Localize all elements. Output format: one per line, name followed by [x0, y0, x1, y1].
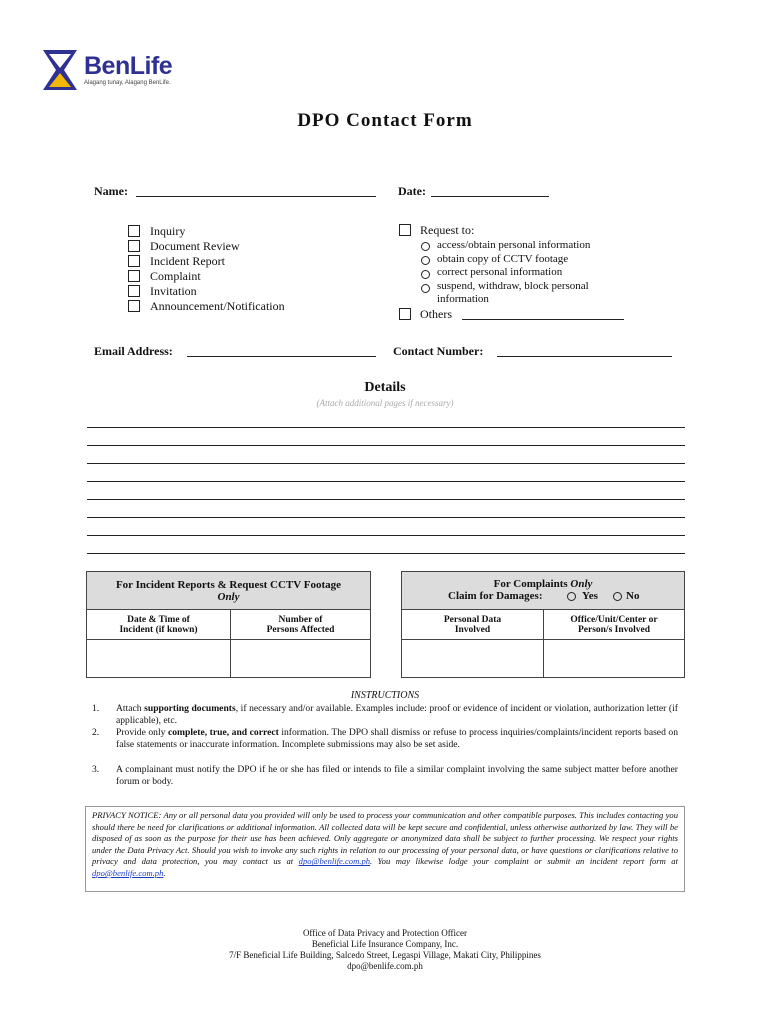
instruction-2: Provide only complete, true, and correct information. The DPO shall dismiss or refuse to process inquiries/complaints/incident reports based on false statements or inaccurate information. Incomplete submissions may also be set aside.: [116, 727, 678, 750]
footer-email: dpo@benlife.com.ph: [347, 961, 423, 971]
inquiry-label: Inquiry: [150, 224, 186, 238]
instructions-heading: INSTRUCTIONS: [350, 690, 420, 701]
instruction-number: 3.: [92, 764, 100, 775]
footer-office: Office of Data Privacy and Protection Officer: [302, 928, 468, 938]
claim-yes-label: Yes: [582, 589, 598, 602]
complaint-table: [401, 571, 685, 678]
incident-table-header: For Incident Reports & Request CCTV Footage Only: [87, 572, 371, 610]
personal-data-header: Personal Data Involved: [402, 610, 544, 640]
name-field[interactable]: [136, 196, 376, 197]
correct-radio[interactable]: [421, 270, 430, 279]
document-review-checkbox[interactable]: [128, 240, 140, 252]
date-time-cell[interactable]: [87, 640, 231, 678]
announcement-label: Announcement/Notification: [150, 299, 285, 313]
announcement-checkbox[interactable]: [128, 300, 140, 312]
details-note: (Attach additional pages if necessary): [316, 398, 454, 408]
details-line[interactable]: [87, 427, 685, 428]
details-line[interactable]: [87, 499, 685, 500]
suspend-label-cont: information: [437, 293, 489, 305]
contact-label: Contact Number:: [393, 344, 484, 358]
email-label: Email Address:: [94, 344, 173, 358]
instruction-3: A complainant must notify the DPO if he or she has filed or intends to file a similar complaint involving the same subject matter before another forum or body.: [116, 764, 678, 787]
privacy-email-link-2[interactable]: dpo@benlife.com.ph: [92, 867, 164, 878]
cctv-label: obtain copy of CCTV footage: [437, 253, 569, 265]
privacy-email-link[interactable]: dpo@benlife.com.ph: [298, 856, 371, 867]
details-line[interactable]: [87, 481, 685, 482]
page-title: DPO Contact Form: [297, 110, 473, 131]
details-line[interactable]: [87, 535, 685, 536]
access-label: access/obtain personal information: [437, 239, 591, 251]
invitation-checkbox[interactable]: [128, 285, 140, 297]
logo-name: BenLife: [84, 52, 173, 80]
claim-no-radio[interactable]: [613, 592, 622, 601]
inquiry-checkbox[interactable]: [128, 225, 140, 237]
footer-company: Beneficial Life Insurance Company, Inc.: [311, 939, 459, 949]
name-label: Name:: [94, 184, 128, 198]
suspend-label: suspend, withdraw, block personal: [437, 280, 589, 292]
document-review-label: Document Review: [150, 239, 240, 253]
others-field[interactable]: [462, 319, 624, 320]
personal-data-cell[interactable]: [402, 640, 544, 678]
office-involved-cell[interactable]: [544, 640, 685, 678]
privacy-notice: PRIVACY NOTICE: Any or all personal data you provided will only be used to process your communication and other compatible purposes. This includes contacting you should there be need for clarifications or additional information. All collected data will be kept secure and confidential, unless otherwise authorized by law. They will be disposed of as soon as the purpose for their use has been achieved. Only aggregate or anonymized data shall be subject to further processing. We respect your rights under the Data Privacy Act. Should you wish to invoke any such rights in relation to our processing of your personal data, or have questions or clarifications relative to privacy and data protection, you may contact us at dpo@benlife.com.ph. You may likewise lodge your complaint or submit an incident report form at dpo@benlife.com.ph.: [85, 806, 685, 892]
incident-report-checkbox[interactable]: [128, 255, 140, 267]
instruction-number: 2.: [92, 727, 100, 738]
date-field[interactable]: [431, 196, 549, 197]
details-line[interactable]: [87, 445, 685, 446]
others-label: Others: [420, 307, 452, 321]
instruction-1: Attach supporting documents, if necessary and/or available. Examples include: proof or evidence of incident or violation, authorization letter (if applicable), etc.: [116, 703, 678, 726]
cctv-radio[interactable]: [421, 256, 430, 265]
others-checkbox[interactable]: [399, 308, 411, 320]
complaint-label: Complaint: [150, 269, 201, 283]
footer-address: 7/F Beneficial Life Building, Salcedo Street, Legaspi Village, Makati City, Philippines: [229, 950, 541, 960]
date-time-header: Date & Time of Incident (if known): [87, 610, 231, 640]
instruction-number: 1.: [92, 703, 100, 714]
contact-field[interactable]: [497, 356, 672, 357]
office-involved-header: Office/Unit/Center or Person/s Involved: [544, 610, 685, 640]
incident-table: [86, 571, 371, 678]
request-checkbox[interactable]: [399, 224, 411, 236]
invitation-label: Invitation: [150, 284, 197, 298]
email-field[interactable]: [187, 356, 376, 357]
request-label: Request to:: [420, 223, 475, 237]
complaint-checkbox[interactable]: [128, 270, 140, 282]
details-line[interactable]: [87, 553, 685, 554]
claim-no-label: No: [626, 589, 640, 602]
date-label: Date:: [398, 184, 426, 198]
details-heading: Details: [364, 380, 406, 395]
suspend-radio[interactable]: [421, 284, 430, 293]
logo-tagline: Alagang tunay, Alagang BenLife.: [84, 80, 171, 86]
claim-yes-radio[interactable]: [567, 592, 576, 601]
complaint-table-header: For Complaints Only Claim for Damages: Yes No: [402, 572, 685, 610]
details-line[interactable]: [87, 463, 685, 464]
persons-affected-cell[interactable]: [231, 640, 371, 678]
incident-report-label: Incident Report: [150, 254, 225, 268]
details-line[interactable]: [87, 517, 685, 518]
access-radio[interactable]: [421, 242, 430, 251]
persons-affected-header: Number of Persons Affected: [231, 610, 371, 640]
correct-label: correct personal information: [437, 266, 563, 278]
